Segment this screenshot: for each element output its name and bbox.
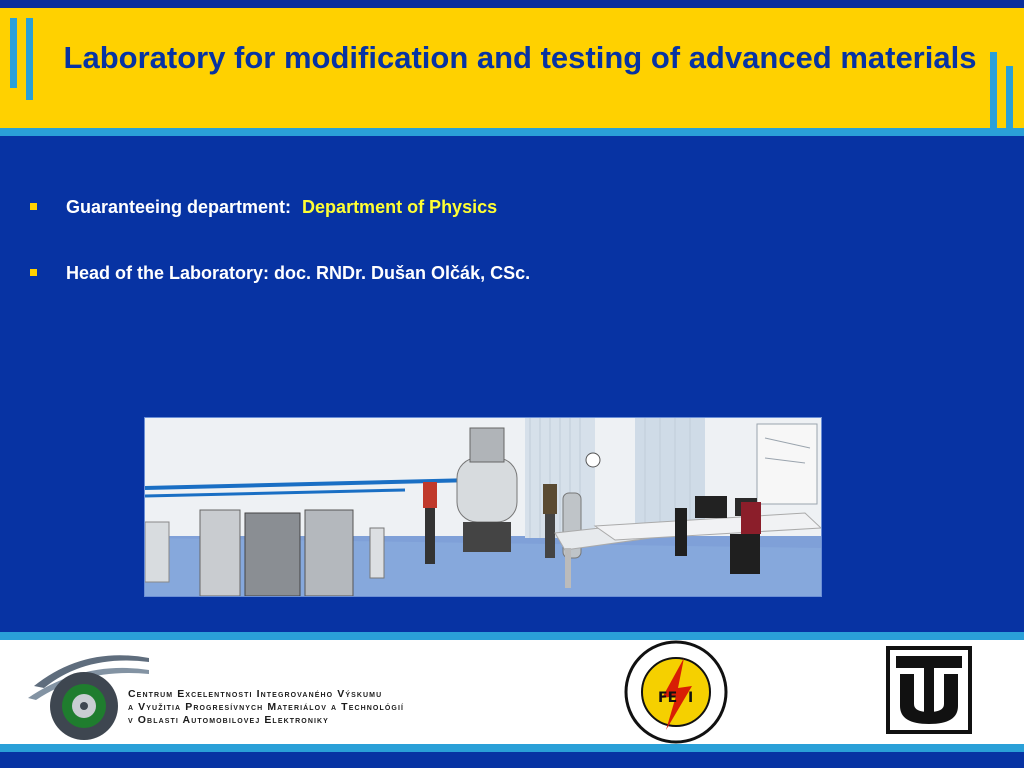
list-item: [30, 195, 930, 261]
fei-tuke-logo: [622, 638, 730, 746]
left-deco-bar-2: [26, 18, 33, 100]
department-name: Department of Physics: [302, 197, 498, 217]
footer-divider: [0, 632, 1024, 640]
bottom-strip: [0, 752, 1024, 768]
bullet-list: [30, 195, 930, 327]
title-banner: [0, 8, 1024, 128]
bullet-square-icon: [30, 269, 37, 276]
svg-text:I: I: [688, 690, 694, 706]
left-deco-bar: [10, 18, 17, 88]
header-divider-dark: [0, 136, 1024, 139]
bullet-square-icon: [30, 203, 37, 210]
top-strip: [0, 0, 1024, 8]
header-divider: [0, 128, 1024, 136]
laboratory-photo-illustration: [145, 418, 821, 596]
laboratory-photo: [144, 417, 822, 597]
cev-line-1: Centrum Excelentnosti Integrovaného Výskumu: [128, 688, 383, 700]
guaranteeing-department-label: Guaranteeing department:: [66, 197, 297, 217]
cev-line-2: a Využitia Progresívnych Materiálov a Technológií: [128, 701, 405, 713]
footer-logos: [0, 640, 1024, 744]
right-deco-bar: [990, 52, 997, 128]
list-item: [30, 261, 930, 327]
footer-divider-bottom: [0, 744, 1024, 752]
cev-line-3: v Oblasti Automobilovej Elektroniky: [128, 714, 329, 726]
slide-title: Laboratory for modification and testing of advanced materials: [63, 40, 977, 75]
tuke-university-logo: [886, 646, 972, 734]
right-deco-bar-2: [1006, 66, 1013, 128]
head-of-laboratory: Head of the Laboratory: doc. RNDr. Dušan Olčák, CSc.: [66, 263, 531, 283]
center-of-excellence-text: [128, 688, 404, 727]
svg-text:FE: FE: [658, 690, 678, 706]
